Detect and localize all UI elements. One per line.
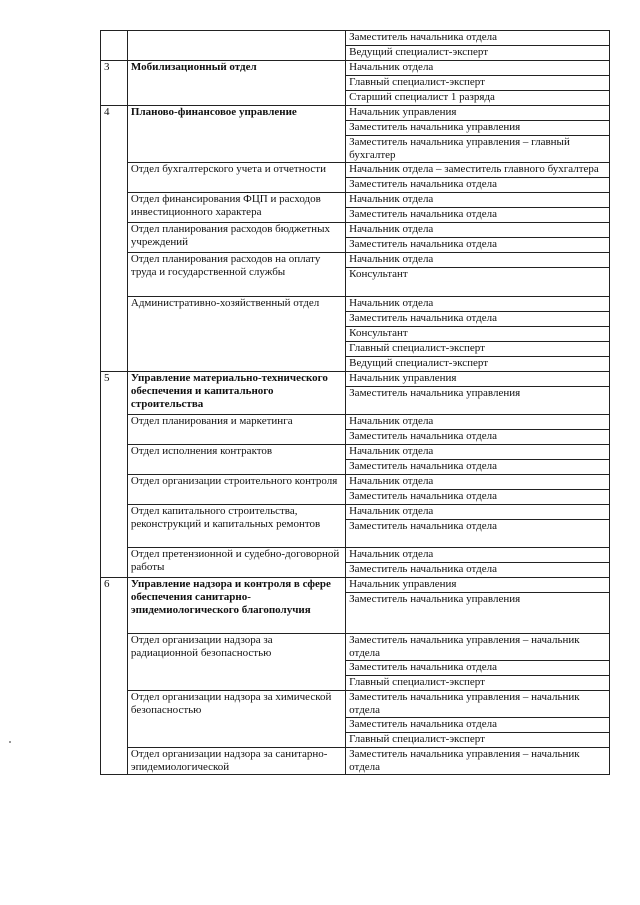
position-cell: Консультант [346, 268, 610, 297]
division-cell: Отдел планирования расходов на оплату труда и государственной службы [127, 253, 345, 297]
table-row [101, 475, 610, 490]
division-cell: Отдел организации строительного контроля [127, 475, 345, 505]
position-cell: Заместитель начальника отдела [346, 312, 610, 327]
position-cell: Заместитель начальника управления [346, 121, 610, 136]
position-cell: Заместитель начальника отдела [346, 460, 610, 475]
division-cell: Отдел организации надзора за химической безопасностью [127, 691, 345, 748]
position-cell: Главный специалист-эксперт [346, 76, 610, 91]
position-cell: Заместитель начальника отдела [346, 238, 610, 253]
position-cell: Начальник отдела [346, 548, 610, 563]
position-cell: Начальник управления [346, 372, 610, 387]
position-cell: Начальник управления [346, 106, 610, 121]
table-row [101, 61, 610, 76]
table-row [101, 372, 610, 387]
division-cell: Управление надзора и контроля в сфере обеспечения санитарно-эпидемиологического благополучия [127, 578, 345, 634]
table-row [101, 193, 610, 208]
division-cell: Управление материально-технического обеспечения и капитального строительства [127, 372, 345, 415]
staff-positions-table [100, 30, 610, 775]
position-cell: Консультант [346, 327, 610, 342]
table-row [101, 223, 610, 238]
position-cell: Заместитель начальника отдела [346, 208, 610, 223]
division-cell: Отдел финансирования ФЦП и расходов инвестиционного характера [127, 193, 345, 223]
position-cell: Заместитель начальника управления [346, 593, 610, 634]
division-cell: Административно-хозяйственный отдел [127, 297, 345, 372]
table-row [101, 505, 610, 520]
division-cell: Мобилизационный отдел [127, 61, 345, 106]
position-cell: Главный специалист-эксперт [346, 342, 610, 357]
row-number-cell: 4 [101, 106, 128, 372]
position-cell: Заместитель начальника отдела [346, 520, 610, 548]
division-cell: Отдел исполнения контрактов [127, 445, 345, 475]
table-row [101, 31, 610, 46]
position-cell: Ведущий специалист-эксперт [346, 357, 610, 372]
position-cell: Главный специалист-эксперт [346, 676, 610, 691]
position-cell: Заместитель начальника управления – начальник отдела [346, 634, 610, 661]
position-cell: Заместитель начальника отдела [346, 178, 610, 193]
position-cell: Заместитель начальника управления – начальник отдела [346, 691, 610, 718]
position-cell: Заместитель начальника управления – начальник отдела [346, 748, 610, 775]
table-row [101, 445, 610, 460]
division-cell [127, 31, 345, 61]
table-row [101, 415, 610, 430]
position-cell: Начальник отдела [346, 475, 610, 490]
position-cell: Начальник отдела – заместитель главного бухгалтера [346, 163, 610, 178]
division-cell: Отдел организации надзора за радиационной безопасностью [127, 634, 345, 691]
position-cell: Заместитель начальника отдела [346, 563, 610, 578]
row-number-cell [101, 31, 128, 61]
position-cell: Ведущий специалист-эксперт [346, 46, 610, 61]
division-cell: Планово-финансовое управление [127, 106, 345, 163]
division-cell: Отдел капитального строительства, реконструкций и капитальных ремонтов [127, 505, 345, 548]
row-number-cell: 3 [101, 61, 128, 106]
position-cell: Заместитель начальника отдела [346, 430, 610, 445]
position-cell: Заместитель начальника управления – главный бухгалтер [346, 136, 610, 163]
position-cell: Начальник отдела [346, 445, 610, 460]
position-cell: Начальник отдела [346, 61, 610, 76]
row-number-cell: 6 [101, 578, 128, 775]
table-row [101, 578, 610, 593]
position-cell: Начальник отдела [346, 415, 610, 430]
division-cell: Отдел планирования и маркетинга [127, 415, 345, 445]
position-cell: Старший специалист 1 разряда [346, 91, 610, 106]
table-row [101, 106, 610, 121]
position-cell: Заместитель начальника отдела [346, 661, 610, 676]
table-row [101, 748, 610, 775]
table-row [101, 634, 610, 661]
position-cell: Начальник отдела [346, 297, 610, 312]
table-row [101, 253, 610, 268]
position-cell: Заместитель начальника отдела [346, 490, 610, 505]
table-row [101, 548, 610, 563]
table-row [101, 163, 610, 178]
position-cell: Начальник отдела [346, 505, 610, 520]
division-cell: Отдел организации надзора за санитарно-эпидемиологической [127, 748, 345, 775]
division-cell: Отдел претензионной и судебно-договорной работы [127, 548, 345, 578]
position-cell: Начальник отдела [346, 253, 610, 268]
position-cell: Заместитель начальника отдела [346, 718, 610, 733]
position-cell: Начальник отдела [346, 223, 610, 238]
table-row [101, 297, 610, 312]
division-cell: Отдел бухгалтерского учета и отчетности [127, 163, 345, 193]
position-cell: Заместитель начальника отдела [346, 31, 610, 46]
position-cell: Начальник управления [346, 578, 610, 593]
position-cell: Главный специалист-эксперт [346, 733, 610, 748]
table-row [101, 691, 610, 718]
position-cell: Заместитель начальника управления [346, 387, 610, 415]
division-cell: Отдел планирования расходов бюджетных учреждений [127, 223, 345, 253]
position-cell: Начальник отдела [346, 193, 610, 208]
scan-speck [9, 741, 11, 743]
row-number-cell: 5 [101, 372, 128, 578]
